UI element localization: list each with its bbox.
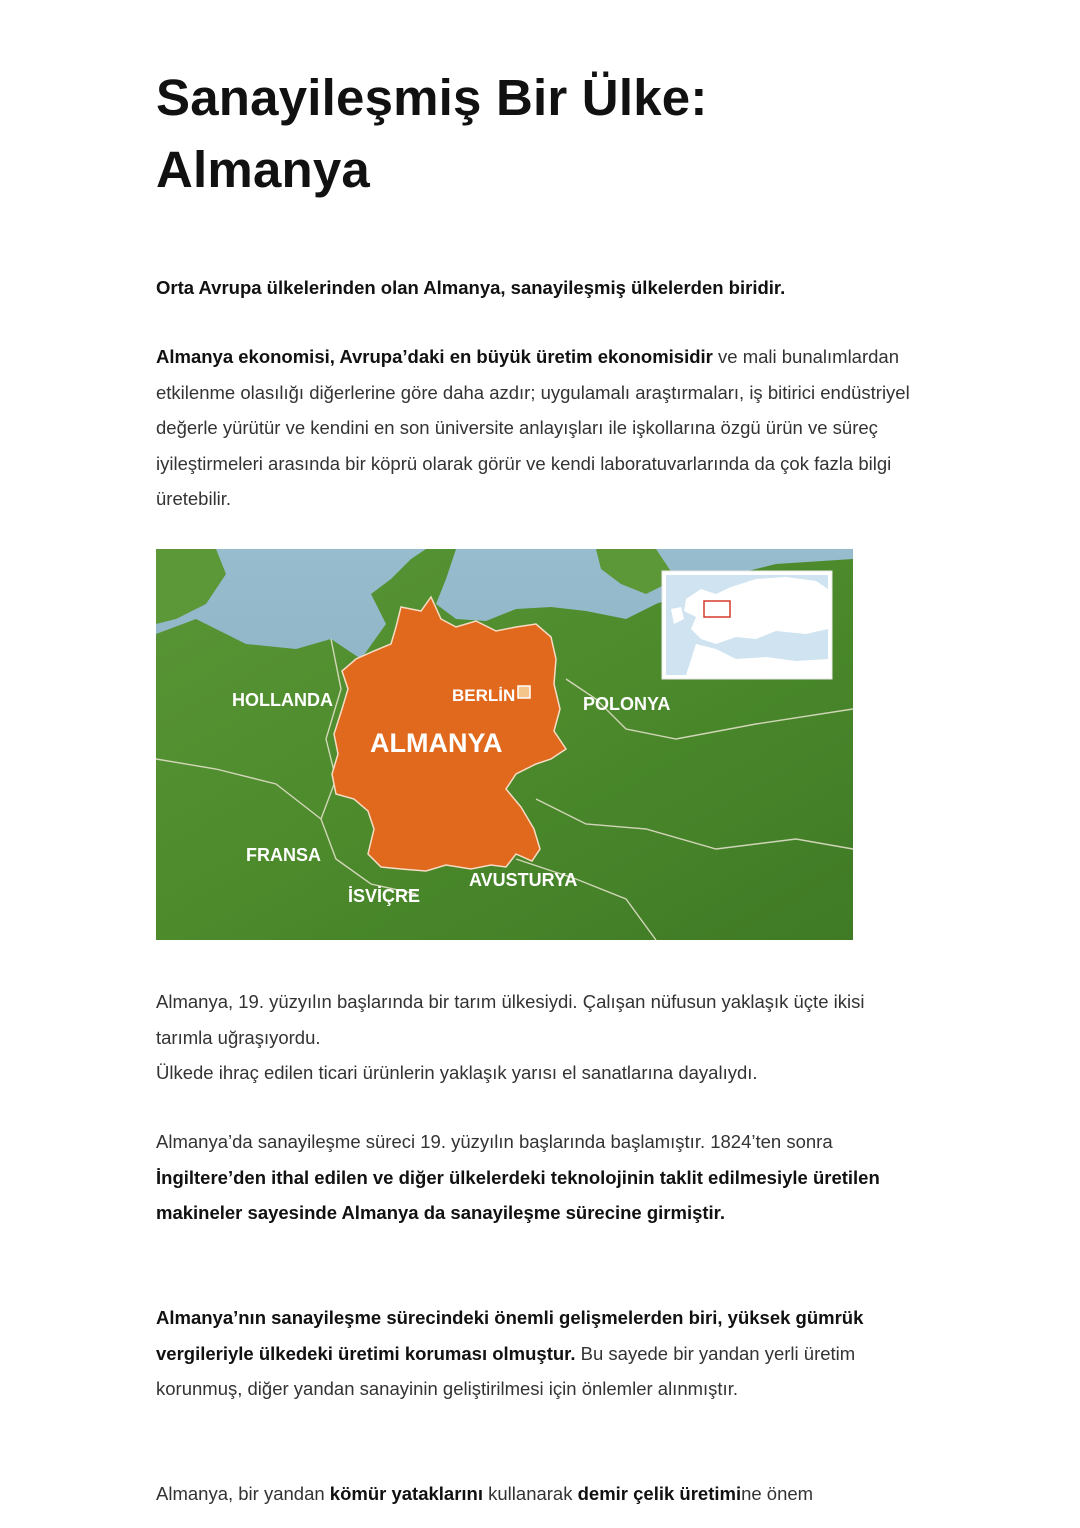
- industrialization-text: Almanya’da sanayileşme süreci 19. yüzyılın başlarında başlamıştır. 1824’ten sonra: [156, 1131, 833, 1152]
- label-almanya: ALMANYA: [370, 728, 503, 758]
- economy-paragraph: [156, 339, 916, 517]
- coal-text-3: ne önem: [741, 1483, 814, 1504]
- coal-bold-1: kömür yataklarını: [329, 1483, 483, 1504]
- berlin-marker-icon: [518, 686, 530, 698]
- customs-bold-text: Almanya’nın sanayileşme sürecindeki önemli gelişmelerden biri, yüksek gümrük vergileriyle ülkedeki üretimi koruması olmuştur.: [156, 1307, 864, 1364]
- economy-text: ve mali bunalımlardan etkilenme olasılığı diğerlerine göre daha azdır; uygulamalı araştırmaları, iş bitirici endüstriyel değerle yürütür ve kendini en son üniversite anlayışları ile işkollarına özgü ürün ve süreç iyileştirmeleri arasında bir köprü olarak görür ve kendi laboratuvarlarında da çok fazla bilgi üretebilir.: [156, 346, 910, 509]
- label-isvicre: İSVİÇRE: [348, 886, 421, 906]
- intro-bold-text: Orta Avrupa ülkelerinden olan Almanya, sanayileşmiş ülkelerden biridir.: [156, 277, 786, 298]
- map-graphic: [156, 549, 853, 940]
- coal-bold-2: demir çelik üretimi: [577, 1483, 742, 1504]
- industrialization-paragraph: [156, 1124, 916, 1231]
- coal-paragraph: [156, 1476, 916, 1512]
- industrialization-bold-text: İngiltere’den ithal edilen ve diğer ülkelerdeki teknolojinin taklit edilmesiyle üretilen makineler sayesinde Almanya da sanayileşme sürecine girmiştir.: [156, 1166, 880, 1223]
- germany-map: [156, 549, 853, 940]
- label-berlin: BERLİN: [452, 686, 516, 705]
- label-polonya: POLONYA: [583, 694, 671, 714]
- history-paragraph: [156, 984, 916, 1091]
- intro-paragraph: [156, 270, 916, 306]
- customs-text: Bu sayede bir yandan yerli üretim korunmuş, diğer yandan sanayinin geliştirilmesi için önlemler alınmıştır.: [156, 1342, 856, 1399]
- history-text-2: Ülkede ihraç edilen ticari ürünlerin yaklaşık yarısı el sanatlarına dayalıydı.: [156, 1062, 758, 1083]
- customs-paragraph: [156, 1300, 916, 1407]
- page-title-line-1: Sanayileşmiş Bir Ülke:: [156, 69, 708, 126]
- label-fransa: FRANSA: [246, 845, 321, 865]
- coal-text-2: kullanarak: [483, 1483, 578, 1504]
- coal-text-1: Almanya, bir yandan: [156, 1483, 330, 1504]
- page-title-line-2: Almanya: [156, 141, 370, 198]
- history-text-1: Almanya, 19. yüzyılın başlarında bir tarım ülkesiydi. Çalışan nüfusun yaklaşık üçte ikisi tarımla uğraşıyordu.: [156, 991, 865, 1048]
- page-title: [156, 70, 916, 198]
- inset-locator-map: [662, 571, 832, 679]
- economy-bold-text: Almanya ekonomisi, Avrupa’daki en büyük üretim ekonomisidir: [156, 346, 713, 367]
- label-hollanda: HOLLANDA: [232, 690, 333, 710]
- label-avusturya: AVUSTURYA: [469, 870, 578, 890]
